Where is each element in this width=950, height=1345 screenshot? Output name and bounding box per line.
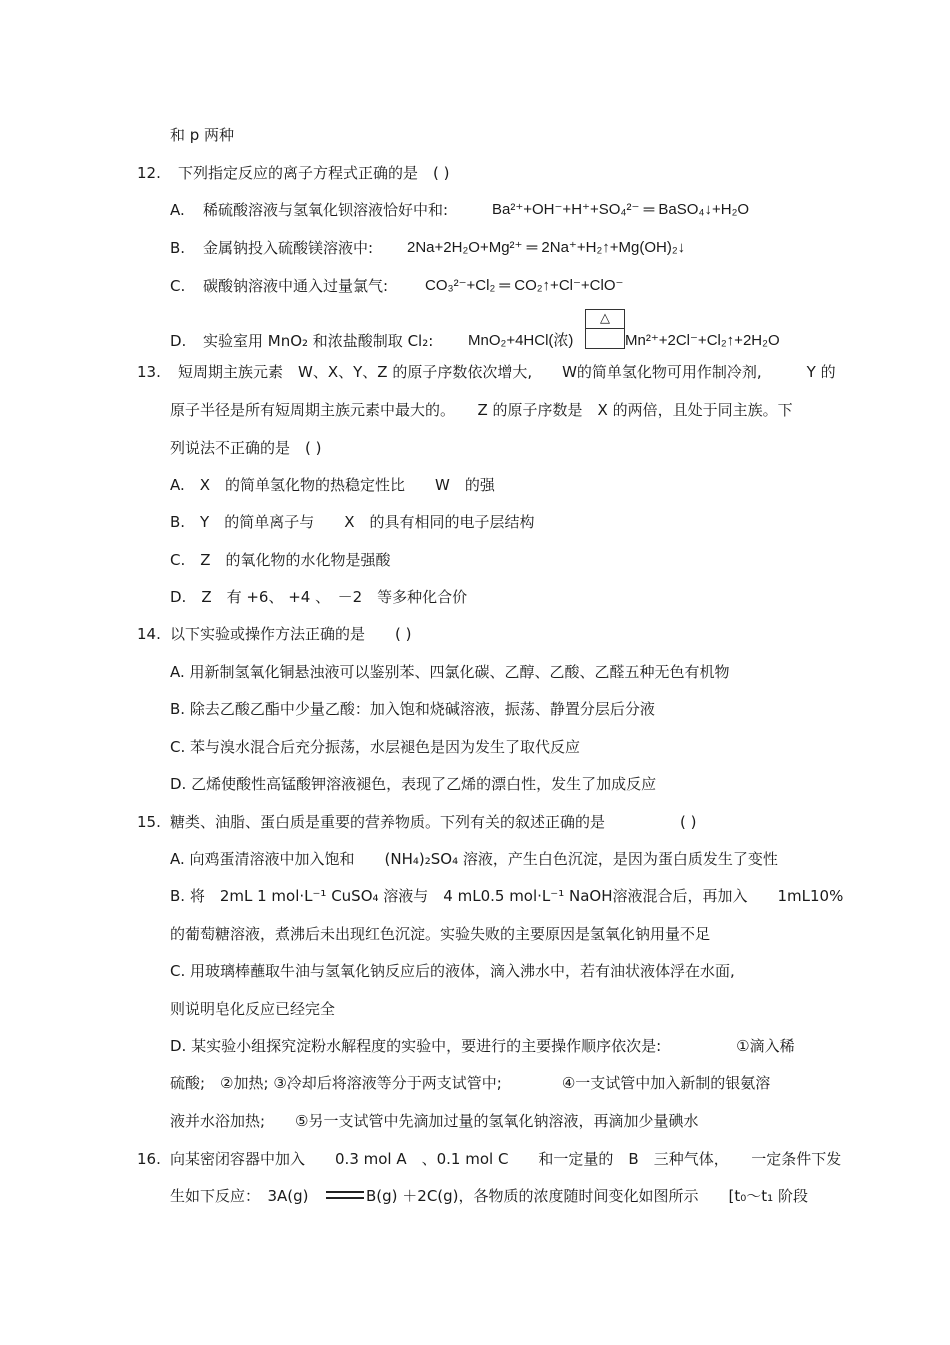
question-14-number: 14.	[137, 625, 161, 643]
question-13-number: 13.	[137, 363, 161, 381]
question-12-stem: 下列指定反应的离子方程式正确的是 ( )	[178, 164, 450, 182]
question-16-line-1: 向某密闭容器中加入 0.3 mol A 、0.1 mol C 和一定量的 B 三种气体， 一定条件下发	[170, 1150, 842, 1168]
q15-option-d-line-2: 硫酸; ②加热; ③冷却后将溶液等分于两支试管中; ④一支试管中加入新制的银氨溶	[170, 1074, 771, 1092]
q12-option-c-formula: CO₃²⁻+Cl₂ ═ CO₂↑+Cl⁻+ClO⁻	[425, 277, 624, 294]
q14-option-b: B. 除去乙酸乙酯中少量乙酸：加入饱和烧碱溶液，振荡、静置分层后分液	[170, 700, 655, 718]
q12-option-a-label: A.	[170, 201, 185, 219]
question-13-line-2: 原子半径是所有短周期主族元素中最大的。 Z 的原子序数是 X 的两倍，且处于同主族。下	[170, 401, 793, 419]
q12-option-d-formula-left: MnO₂+4HCl(浓)	[468, 332, 574, 349]
q12-option-b-formula: 2Na+2H₂O+Mg²⁺ ═ 2Na⁺+H₂↑+Mg(OH)₂↓	[407, 239, 686, 256]
question-15-number: 15.	[137, 813, 161, 831]
question-15-stem: 糖类、油脂、蛋白质是重要的营养物质。下列有关的叙述正确的是 ( )	[170, 813, 697, 831]
q15-option-c-line-1: C. 用玻璃棒蘸取牛油与氢氧化钠反应后的液体，滴入沸水中，若有油状液体浮在水面,	[170, 962, 735, 980]
q15-option-a: A. 向鸡蛋清溶液中加入饱和 (NH₄)₂SO₄ 溶液，产生白色沉淀，是因为蛋白质发生了变性	[170, 850, 778, 868]
question-14-stem: 以下实验或操作方法正确的是 ( )	[170, 625, 412, 643]
q12-option-a-text: 稀硫酸溶液与氢氧化钡溶液恰好中和:	[203, 201, 449, 219]
q12-option-b-text: 金属钠投入硫酸镁溶液中:	[203, 239, 374, 257]
heating-condition-box	[585, 309, 625, 349]
q13-option-a: A. X 的简单氢化物的热稳定性比 W 的强	[170, 476, 495, 494]
q12-option-c-text: 碳酸钠溶液中通入过量氯气:	[203, 277, 389, 295]
reaction-arrow-line	[586, 328, 624, 329]
q12-option-c-label: C.	[170, 277, 186, 295]
q15-option-d-line-3: 液并水浴加热; ⑤另一支试管中先滴加过量的氢氧化钠溶液，再滴加少量碘水	[170, 1112, 699, 1130]
heat-symbol: △	[600, 311, 610, 326]
q13-option-b: B. Y 的简单离子与 X 的具有相同的电子层结构	[170, 513, 535, 531]
q15-option-b-line-2: 的葡萄糖溶液，煮沸后未出现红色沉淀。实验失败的主要原因是氢氧化钠用量不足	[170, 925, 711, 943]
question-12-number: 12.	[137, 164, 161, 182]
equilibrium-arrow-icon	[326, 1190, 364, 1200]
q13-option-d: D. Z 有 +6、 +4 、 －2 等多种化合价	[170, 588, 468, 606]
question-16-number: 16.	[137, 1150, 161, 1168]
q13-option-c: C. Z 的氧化物的水化物是强酸	[170, 551, 391, 569]
q14-option-d: D. 乙烯使酸性高锰酸钾溶液褪色，表现了乙烯的漂白性，发生了加成反应	[170, 775, 657, 793]
q12-option-b-label: B.	[170, 239, 186, 257]
q14-option-c: C. 苯与溴水混合后充分振荡，水层褪色是因为发生了取代反应	[170, 738, 581, 756]
continuation-fragment: 和 p 两种	[170, 126, 235, 144]
q12-option-d-formula-right: Mn²⁺+2Cl⁻+Cl₂↑+2H₂O	[625, 332, 780, 349]
question-13-line-1: 短周期主族元素 W、X、Y、Z 的原子序数依次增大, W的简单氢化物可用作制冷剂, Y 的	[178, 363, 836, 381]
question-13-line-3: 列说法不正确的是 ( )	[170, 439, 322, 457]
q12-option-d-label: D.	[170, 332, 187, 350]
q15-option-b-line-1: B. 将 2mL 1 mol·L⁻¹ CuSO₄ 溶液与 4 mL0.5 mol·L⁻¹ NaOH溶液混合后，再加入 1mL10%	[170, 887, 844, 905]
q14-option-a: A. 用新制氢氧化铜悬浊液可以鉴别苯、四氯化碳、乙醇、乙酸、乙醛五种无色有机物	[170, 663, 730, 681]
question-16-line-2-left: 生如下反应： 3A(g)	[170, 1187, 309, 1205]
question-16-line-2-right: B(g) ＋2C(g)，各物质的浓度随时间变化如图所示 [t₀～t₁ 阶段	[366, 1187, 808, 1205]
q15-option-c-line-2: 则说明皂化反应已经完全	[170, 1000, 336, 1018]
q12-option-d-text: 实验室用 MnO₂ 和浓盐酸制取 Cl₂:	[203, 332, 434, 350]
q12-option-a-formula: Ba²⁺+OH⁻+H⁺+SO₄²⁻ ═ BaSO₄↓+H₂O	[492, 201, 750, 218]
q15-option-d-line-1: D. 某实验小组探究淀粉水解程度的实验中，要进行的主要操作顺序依次是: ①滴入稀	[170, 1037, 795, 1055]
